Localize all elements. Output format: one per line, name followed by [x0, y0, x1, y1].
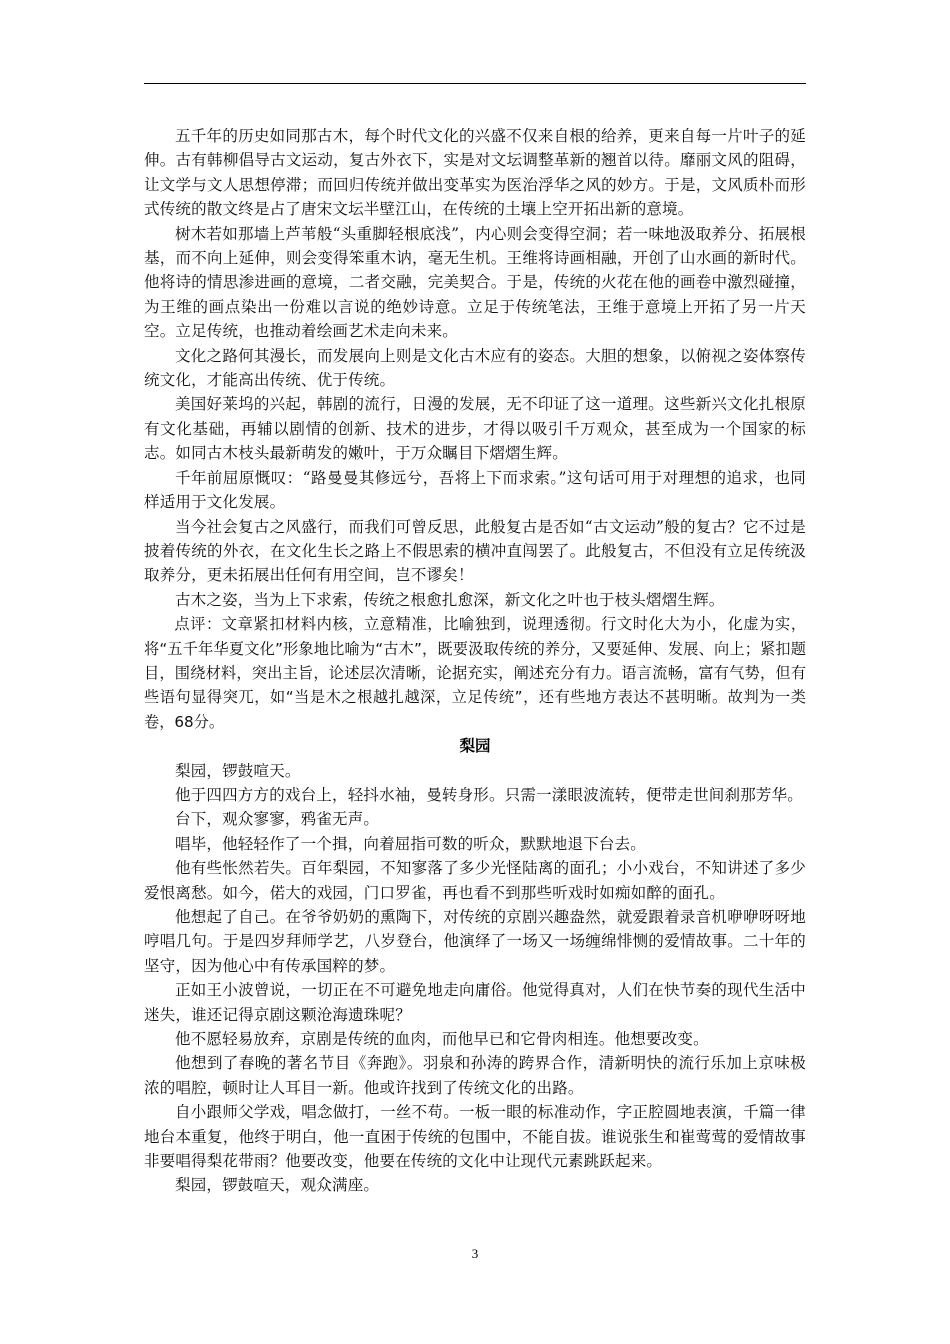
essay-2-paragraph-3: 台下，观众寥寥，鸦雀无声。	[175, 810, 380, 829]
page-number: 3	[471, 1246, 479, 1261]
page-content	[144, 124, 806, 1198]
essay-1-paragraph-6: 当今社会复古之风盛行，而我们可曾反思，此般复古是否如“古文运动”般的复古？它不过是披着传统的外衣，在文化生长之路上不假思索的横冲直闯罢了。此般复古，不但没有立足传统汲取养分，更未拓展出任何有用空间，岂不谬矣！	[144, 517, 806, 585]
essay-1-paragraph-3: 文化之路何其漫长，而发展向上则是文化古木应有的姿态。大胆的想象，以俯视之姿体察传统文化，才能高出传统、优于传统。	[144, 346, 806, 390]
essay-2-paragraph-8: 他不愿轻易放弃，京剧是传统的血肉，而他早已和它骨肉相连。他想要改变。	[175, 1030, 709, 1049]
essay-2-paragraph-5: 他有些怅然若失。百年梨园，不知寥落了多少光怪陆离的面孔；小小戏台，不知讲述了多少爱恨离愁。如今，偌大的戏园，门口罗雀，再也看不到那些听戏时如痴如醉的面孔。	[144, 859, 806, 902]
essay-2-paragraph-10: 自小跟师父学戏，唱念做打，一丝不苟。一板一眼的标准动作，字正腔圆地表演，千篇一律地台本重复，他终于明白，他一直困于传统的包围中，不能自拔。谁说张生和崔莺莺的爱情故事非要唱得梨花带雨？他要改变，他要在传统的文化中让现代元素跳跃起来。	[144, 1103, 806, 1171]
essay-1	[144, 124, 806, 734]
essay-1-paragraph-7: 古木之姿，当为上下求索，传统之根愈扎愈深，新文化之叶也于枝头熠熠生辉。	[175, 590, 725, 609]
essay-1-paragraph-4: 美国好莱坞的兴起，韩剧的流行，日漫的发展，无不印证了这一道理。这些新兴文化扎根原有文化基础，再辅以剧情的创新、技术的进步，才得以吸引千万观众，甚至成为一个国家的标志。如同古木枝头最新萌发的嫩叶，于万众瞩目下熠熠生辉。	[144, 395, 806, 463]
essay-2	[144, 734, 806, 1198]
essay-1-paragraph-1: 五千年的历史如同那古木，每个时代文化的兴盛不仅来自根的给养，更来自每一片叶子的延伸。古有韩柳倡导古文运动，复古外衣下，实是对文坛调整革新的翘首以待。靡丽文风的阻碍，让文学与文人思想停滞；而回归传统并做出变革实为医治浮华之风的妙方。于是，文风质朴而形式传统的散文终是占了唐宋文坛半壁江山，在传统的土壤上空开拓出新的意境。	[144, 127, 806, 219]
essay-2-paragraph-7: 正如王小波曾说，一切正在不可避免地走向庸俗。他觉得真对，人们在快节奏的现代生活中迷失，谁还记得京剧这颗沧海遗珠呢？	[144, 981, 806, 1024]
header-rule	[144, 83, 806, 84]
essay-2-paragraph-4: 唱毕，他轻轻作了一个揖，向着屈指可数的听众，默默地退下台去。	[175, 834, 647, 853]
essay-2-paragraph-2: 他于四四方方的戏台上，轻抖水袖，曼转身形。只需一漾眼波流转，便带走世间刹那芳华。	[175, 785, 804, 804]
essay-2-paragraph-11: 梨园，锣鼓喧天，观众满座。	[175, 1176, 380, 1195]
essay-2-paragraph-6: 他想起了自己。在爷爷奶奶的熏陶下，对传统的京剧兴趣盎然，就爱跟着录音机咿咿呀呀地哼唱几句。于是四岁拜师学艺，八岁登台，他演绎了一场又一场缠绵悱恻的爱情故事。二十年的坚守，因为他心中有传承国粹的梦。	[144, 908, 806, 975]
essay-1-paragraph-2: 树木若如那墙上芦苇般“头重脚轻根底浅”，内心则会变得空洞；若一味地汲取养分、拓展根基，而不向上延伸，则会变得笨重木讷，毫无生机。王维将诗画相融，开创了山水画的新时代。他将诗的情思渗进画的意境，二者交融，完美契合。于是，传统的火花在他的画卷中激烈碰撞，为王维的画点染出一份难以言说的绝妙诗意。立足于传统笔法，王维于意境上开拓了另一片天空。立足传统，也推动着绘画艺术走向未来。	[144, 224, 806, 341]
essay-1-paragraph-5: 千年前屈原慨叹：“路曼曼其修远兮，吾将上下而求索。”这句话可用于对理想的追求，也同样适用于文化发展。	[144, 468, 806, 512]
essay-2-title: 梨园	[459, 737, 491, 756]
essay-2-paragraph-9: 他想到了春晚的著名节目《奔跑》。羽泉和孙涛的跨界合作，清新明快的流行乐加上京味极浓的唱腔，顿时让人耳目一新。他或许找到了传统文化的出路。	[144, 1054, 806, 1097]
essay-1-comment: 点评：文章紧扣材料内核，立意精准，比喻独到，说理透彻。行文时化大为小，化虚为实，将“五千年华夏文化”形象地比喻为“古木”，既要汲取传统的养分，又要延伸、发展、向上；紧扣题目，围绕材料，突出主旨，论述层次清晰，论据充实，阐述充分有力。语言流畅，富有气势，但有些语句显得突兀，如“当是木之根越扎越深，立足传统”，还有些地方表达不甚明晰。故判为一类卷，68分。	[144, 615, 806, 731]
essay-2-paragraph-1: 梨园，锣鼓喧天。	[175, 761, 301, 780]
